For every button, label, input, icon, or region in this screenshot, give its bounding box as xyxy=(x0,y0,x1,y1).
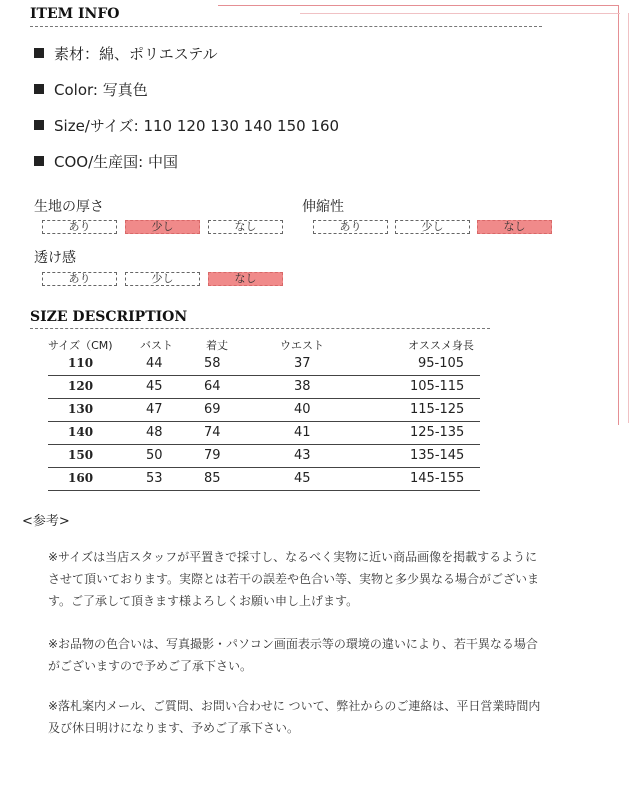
table-row xyxy=(48,468,480,491)
cell-length: 69 xyxy=(204,402,221,417)
header-bust: バスト xyxy=(140,339,173,352)
cell-height: 115-125 xyxy=(410,402,465,417)
bullet-square-icon xyxy=(34,120,44,130)
info-size: Size/サイズ: 110 120 130 140 150 160 xyxy=(34,115,339,136)
item-info-title: ITEM INFO xyxy=(30,6,120,22)
stretch-option-ari: あり xyxy=(313,220,388,234)
cell-height: 125-135 xyxy=(410,425,465,440)
bullet-square-icon xyxy=(34,84,44,94)
cell-size: 160 xyxy=(68,471,94,485)
table-row xyxy=(48,399,480,422)
cell-length: 74 xyxy=(204,425,221,440)
stretch-label: 伸縮性 xyxy=(302,199,344,215)
cell-bust: 45 xyxy=(146,379,163,394)
header-waist: ウエスト xyxy=(280,339,324,352)
cell-size: 140 xyxy=(68,425,94,439)
bullet-square-icon xyxy=(34,156,44,166)
cell-length: 64 xyxy=(204,379,221,394)
cell-height: 95-105 xyxy=(418,356,465,371)
cell-bust: 50 xyxy=(146,448,163,463)
cell-waist: 41 xyxy=(294,425,311,440)
cell-waist: 38 xyxy=(294,379,311,394)
cell-height: 135-145 xyxy=(410,448,465,463)
cell-bust: 44 xyxy=(146,356,163,371)
cell-height: 105-115 xyxy=(410,379,465,394)
cell-length: 58 xyxy=(204,356,221,371)
info-material: 素材：綿、ポリエステル xyxy=(34,43,218,64)
thickness-label: 生地の厚さ xyxy=(34,199,104,215)
decorative-frame-right xyxy=(618,5,619,425)
item-info-divider xyxy=(30,26,542,27)
stretch-option-sukoshi: 少し xyxy=(395,220,470,234)
note-measurement: ※サイズは当店スタッフが平置きで採寸し、なるべく実物に近い商品画像を掲載するようにさせて頂いております。実際とは若干の誤差や色合い等、実物と多少異なる場合がございます。ご了承して頂きます様よろしくお願い申し上げます。 xyxy=(48,550,540,608)
table-row xyxy=(48,422,480,445)
thickness-option-ari: あり xyxy=(42,220,117,234)
row-divider xyxy=(48,490,480,491)
sheer-option-ari: あり xyxy=(42,272,117,286)
header-size: サイズ（CM) xyxy=(48,339,113,352)
cell-length: 85 xyxy=(204,471,221,486)
info-coo: COO/生産国: 中国 xyxy=(34,151,178,172)
sheer-option-sukoshi: 少し xyxy=(125,272,200,286)
cell-length: 79 xyxy=(204,448,221,463)
reference-label: <参考> xyxy=(22,514,70,529)
cell-waist: 43 xyxy=(294,448,311,463)
cell-size: 150 xyxy=(68,448,94,462)
thickness-option-sukoshi: 少し xyxy=(125,220,200,234)
thickness-option-nashi: なし xyxy=(208,220,283,234)
size-description-divider xyxy=(30,328,490,329)
size-description-title: SIZE DESCRIPTION xyxy=(30,309,188,325)
cell-bust: 47 xyxy=(146,402,163,417)
bullet-square-icon xyxy=(34,48,44,58)
sheer-option-nashi: なし xyxy=(208,272,283,286)
note-contact: ※落札案内メール、ご質問、お問い合わせに ついて、弊社からのご連絡は、平日営業時間内及び休日明けになります、予めご了承下さい。 xyxy=(48,699,541,735)
decorative-frame-top xyxy=(218,5,618,6)
note-color: ※お品物の色合いは、写真撮影・パソコン画面表示等の環境の違いにより、若干異なる場合がございますので予めご了承下さい。 xyxy=(48,637,538,673)
cell-bust: 48 xyxy=(146,425,163,440)
table-row xyxy=(48,445,480,468)
cell-waist: 37 xyxy=(294,356,311,371)
cell-waist: 40 xyxy=(294,402,311,417)
cell-height: 145-155 xyxy=(410,471,465,486)
stretch-option-nashi: なし xyxy=(477,220,552,234)
cell-bust: 53 xyxy=(146,471,163,486)
cell-size: 130 xyxy=(68,402,94,416)
cell-size: 120 xyxy=(68,379,94,393)
header-height: オススメ身長 xyxy=(408,339,474,352)
header-length: 着丈 xyxy=(206,339,228,352)
cell-waist: 45 xyxy=(294,471,311,486)
cell-size: 110 xyxy=(68,356,94,370)
sheer-label: 透け感 xyxy=(34,250,76,266)
table-row xyxy=(48,353,480,376)
decorative-frame-inner-top xyxy=(300,13,620,14)
info-color: Color: 写真色 xyxy=(34,79,148,100)
table-row xyxy=(48,376,480,399)
decorative-frame-inner-right xyxy=(628,13,629,423)
